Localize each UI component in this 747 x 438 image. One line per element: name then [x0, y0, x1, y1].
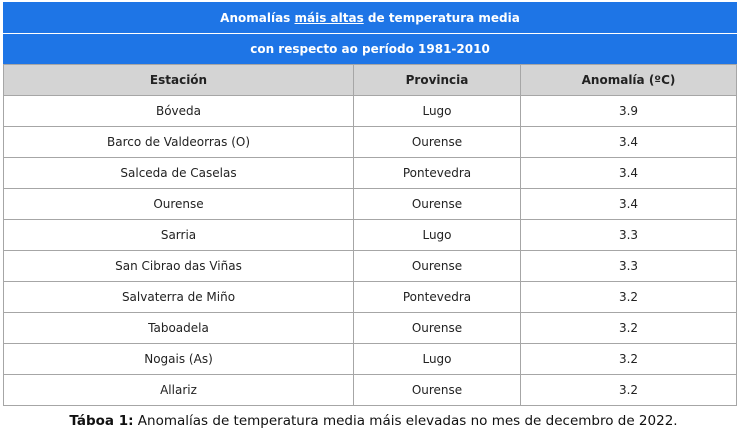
- column-header-province: Provincia: [354, 65, 521, 96]
- column-header-station: Estación: [4, 65, 354, 96]
- cell-province: Lugo: [354, 220, 521, 251]
- cell-anomaly: 3.2: [521, 375, 737, 406]
- table-row: [4, 344, 737, 375]
- table-title-row: [4, 3, 737, 34]
- cell-station: Ourense: [4, 189, 354, 220]
- cell-province: Pontevedra: [354, 158, 521, 189]
- title-emphasis: máis altas: [294, 11, 364, 25]
- cell-anomaly: 3.2: [521, 313, 737, 344]
- table-caption: [0, 413, 747, 429]
- cell-anomaly: 3.3: [521, 220, 737, 251]
- table-body: [4, 96, 737, 406]
- cell-province: Lugo: [354, 344, 521, 375]
- cell-anomaly: 3.4: [521, 158, 737, 189]
- cell-station: Allariz: [4, 375, 354, 406]
- cell-anomaly: 3.4: [521, 189, 737, 220]
- cell-station: Salceda de Caselas: [4, 158, 354, 189]
- cell-station: Salvaterra de Miño: [4, 282, 354, 313]
- cell-station: Nogais (As): [4, 344, 354, 375]
- cell-anomaly: 3.4: [521, 127, 737, 158]
- title-suffix: de temperatura media: [363, 11, 520, 25]
- column-header-anomaly: Anomalía (ºC): [521, 65, 737, 96]
- cell-station: San Cibrao das Viñas: [4, 251, 354, 282]
- table-row: [4, 251, 737, 282]
- cell-station: Taboadela: [4, 313, 354, 344]
- table-row: [4, 282, 737, 313]
- table-row: [4, 96, 737, 127]
- cell-province: Ourense: [354, 375, 521, 406]
- cell-station: Barco de Valdeorras (O): [4, 127, 354, 158]
- cell-province: Lugo: [354, 96, 521, 127]
- table-row: [4, 189, 737, 220]
- column-header-row: [4, 65, 737, 96]
- cell-province: Ourense: [354, 189, 521, 220]
- cell-station: Bóveda: [4, 96, 354, 127]
- cell-province: Ourense: [354, 313, 521, 344]
- cell-anomaly: 3.3: [521, 251, 737, 282]
- table-title-line-1: [4, 3, 737, 34]
- caption-text: Anomalías de temperatura media máis elevadas no mes de decembro de 2022.: [133, 413, 678, 429]
- table-row: [4, 127, 737, 158]
- table-row: [4, 313, 737, 344]
- cell-station: Sarria: [4, 220, 354, 251]
- cell-province: Ourense: [354, 127, 521, 158]
- title-prefix: Anomalías: [220, 11, 295, 25]
- table-subtitle-row: [4, 34, 737, 65]
- anomaly-table: [3, 2, 737, 406]
- cell-anomaly: 3.2: [521, 344, 737, 375]
- cell-province: Pontevedra: [354, 282, 521, 313]
- table-row: [4, 220, 737, 251]
- caption-label: Táboa 1:: [69, 413, 134, 429]
- cell-anomaly: 3.2: [521, 282, 737, 313]
- cell-province: Ourense: [354, 251, 521, 282]
- cell-anomaly: 3.9: [521, 96, 737, 127]
- table-row: [4, 158, 737, 189]
- table-row: [4, 375, 737, 406]
- table-title-line-2: con respecto ao período 1981-2010: [4, 34, 737, 65]
